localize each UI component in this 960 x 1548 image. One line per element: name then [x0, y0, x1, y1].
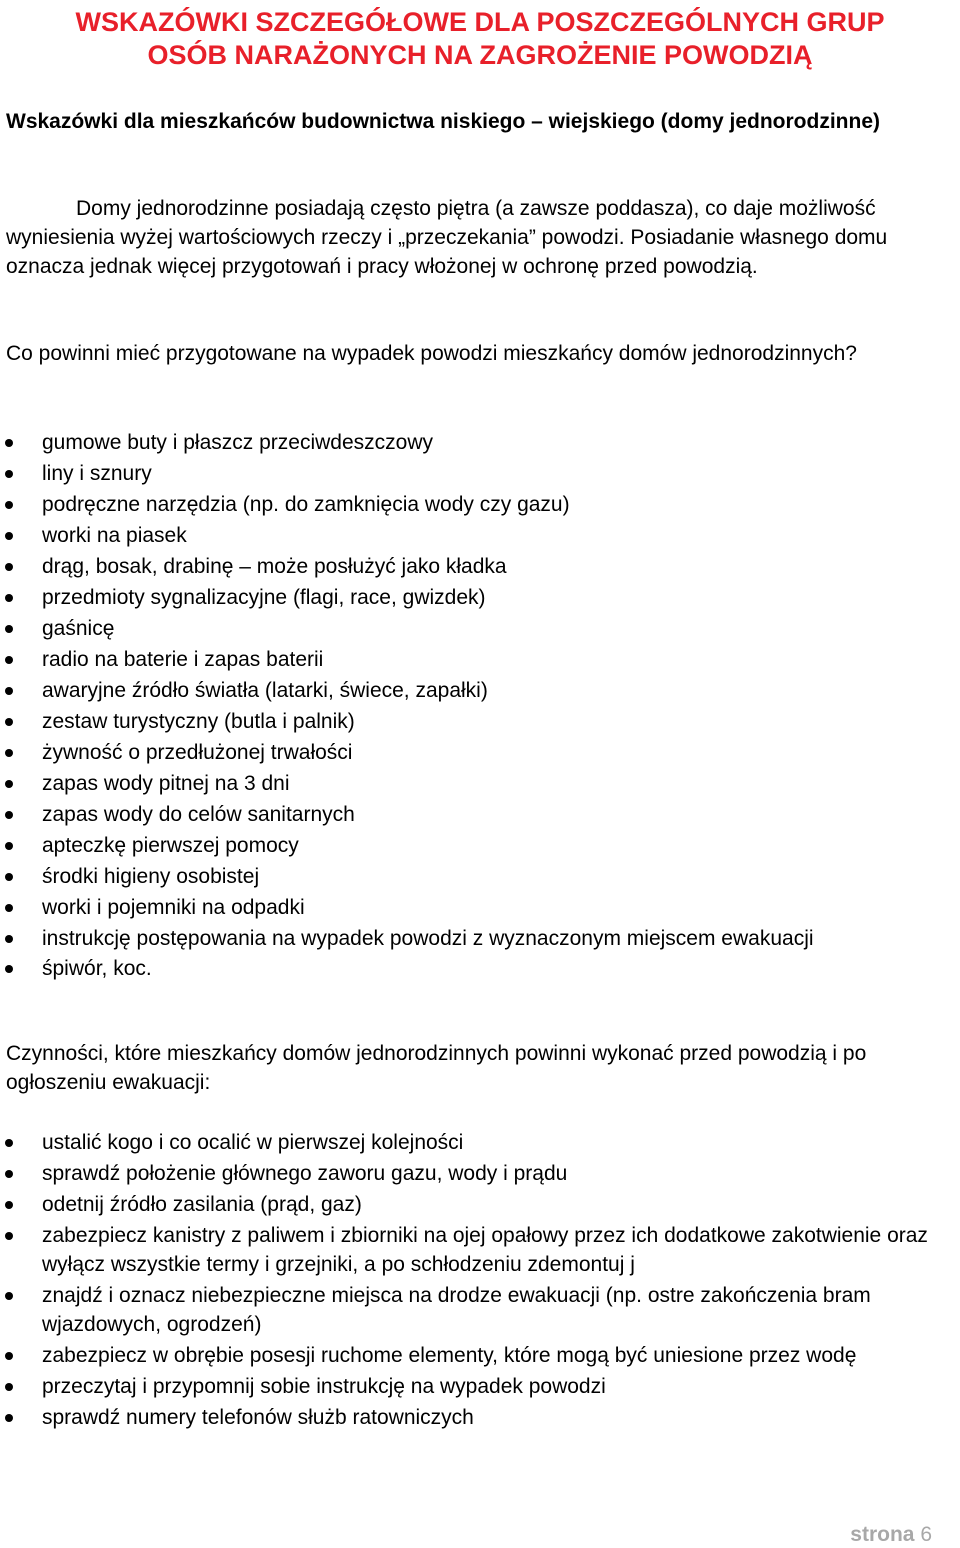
list-item	[0, 521, 960, 550]
list-item	[0, 862, 960, 891]
list-item	[0, 831, 960, 860]
list-item-text: zapas wody pitnej na 3 dni	[42, 772, 290, 795]
equipment-question: Co powinni mieć przygotowane na wypadek powodzi mieszkańcy domów jednorodzinnych?	[6, 342, 857, 365]
list-item-text: ustalić kogo i co ocalić w pierwszej kolejności	[42, 1131, 464, 1154]
equipment-list	[0, 428, 960, 985]
list-item	[0, 676, 960, 705]
list-item-text: zestaw turystyczny (butla i palnik)	[42, 710, 355, 733]
list-item	[0, 954, 960, 983]
list-item-text: żywność o przedłużonej trwałości	[42, 741, 353, 764]
list-item	[0, 645, 960, 674]
section-subheading: Wskazówki dla mieszkańców budownictwa niskiego – wiejskiego (domy jednorodzinne)	[6, 110, 881, 133]
bullet-icon	[5, 501, 13, 509]
bullet-icon	[5, 780, 13, 788]
list-item	[0, 1221, 960, 1279]
bullet-icon	[5, 594, 13, 602]
list-item-text: awaryjne źródło światła (latarki, świece, zapałki)	[42, 679, 488, 702]
list-item-text: gaśnicę	[42, 617, 115, 640]
list-item	[0, 769, 960, 798]
page-number: 6	[920, 1523, 932, 1546]
list-item-text: zabezpiecz w obrębie posesji ruchome elementy, które mogą być uniesione przez wodę	[42, 1344, 857, 1367]
bullet-icon	[5, 842, 13, 850]
list-item	[0, 707, 960, 736]
list-item	[0, 1341, 960, 1370]
bullet-icon	[5, 1414, 13, 1422]
bullet-icon	[5, 749, 13, 757]
list-item	[0, 738, 960, 767]
list-item	[0, 428, 960, 457]
page-label: strona	[850, 1523, 915, 1546]
bullet-icon	[5, 470, 13, 478]
list-item-text: instrukcję postępowania na wypadek powodzi z wyznaczonym miejscem ewakuacji	[42, 927, 814, 950]
list-item-text: przeczytaj i przypomnij sobie instrukcję na wypadek powodzi	[42, 1375, 606, 1398]
bullet-icon	[5, 1292, 13, 1300]
list-item	[0, 924, 960, 953]
list-item	[0, 1190, 960, 1219]
list-item	[0, 552, 960, 581]
list-item-text: gumowe buty i płaszcz przeciwdeszczowy	[42, 431, 433, 454]
list-item	[0, 1159, 960, 1188]
list-item-text: liny i sznury	[42, 462, 152, 485]
bullet-icon	[5, 532, 13, 540]
list-item-text: sprawdź numery telefonów służb ratowniczych	[42, 1406, 474, 1429]
title-line-2: OSÓB NARAŻONYCH NA ZAGROŻENIE POWODZIĄ	[147, 40, 813, 70]
list-item	[0, 490, 960, 519]
list-item-text: środki higieny osobistej	[42, 865, 260, 888]
list-item-text: apteczkę pierwszej pomocy	[42, 834, 299, 857]
bullet-icon	[5, 1383, 13, 1391]
list-item	[0, 459, 960, 488]
bullet-icon	[5, 1201, 13, 1209]
title-line-1: WSKAZÓWKI SZCZEGÓŁOWE DLA POSZCZEGÓLNYCH GRUP	[75, 7, 885, 37]
list-item	[0, 1281, 960, 1339]
bullet-icon	[5, 1232, 13, 1240]
list-item	[0, 800, 960, 829]
actions-list	[0, 1128, 960, 1434]
list-item-text: znajdź i oznacz niebezpieczne miejsca na drodze ewakuacji (np. ostre zakończenia bram wjazdowych, ogrodzeń)	[42, 1284, 871, 1336]
intro-paragraph: Domy jednorodzinne posiadają często piętra (a zawsze poddasza), co daje możliwość wyniesienia wyżej wartościowych rzeczy i „przeczekania” powodzi. Posiadanie własnego domu oznacza jednak więcej przygotowań i pracy włożonej w ochronę przed powodzią.	[6, 197, 888, 278]
bullet-icon	[5, 1170, 13, 1178]
page-footer	[850, 1522, 932, 1548]
list-item-text: drąg, bosak, drabinę – może posłużyć jako kładka	[42, 555, 507, 578]
bullet-icon	[5, 718, 13, 726]
bullet-icon	[5, 873, 13, 881]
list-item	[0, 1128, 960, 1157]
list-item	[0, 1372, 960, 1401]
list-item-text: radio na baterie i zapas baterii	[42, 648, 324, 671]
bullet-icon	[5, 656, 13, 664]
bullet-icon	[5, 904, 13, 912]
list-item-text: zapas wody do celów sanitarnych	[42, 803, 355, 826]
list-item-text: odetnij źródło zasilania (prąd, gaz)	[42, 1193, 362, 1216]
bullet-icon	[5, 811, 13, 819]
list-item	[0, 583, 960, 612]
list-item-text: worki na piasek	[42, 524, 187, 547]
list-item-text: śpiwór, koc.	[42, 957, 152, 980]
bullet-icon	[5, 439, 13, 447]
list-item	[0, 614, 960, 643]
list-item	[0, 893, 960, 922]
list-item	[0, 1403, 960, 1432]
bullet-icon	[5, 965, 13, 973]
bullet-icon	[5, 563, 13, 571]
actions-heading: Czynności, które mieszkańcy domów jednorodzinnych powinni wykonać przed powodzią i po ogłoszeniu ewakuacji:	[6, 1042, 867, 1094]
bullet-icon	[5, 1352, 13, 1360]
document-title	[0, 6, 960, 72]
bullet-icon	[5, 687, 13, 695]
list-item-text: zabezpiecz kanistry z paliwem i zbiorniki na ojej opałowy przez ich dodatkowe zakotwienie oraz wyłącz wszystkie termy i grzejniki, a po schłodzeniu zdemontuj j	[42, 1224, 928, 1276]
list-item-text: podręczne narzędzia (np. do zamknięcia wody czy gazu)	[42, 493, 570, 516]
bullet-icon	[5, 625, 13, 633]
list-item-text: przedmioty sygnalizacyjne (flagi, race, gwizdek)	[42, 586, 486, 609]
list-item-text: sprawdź położenie głównego zaworu gazu, wody i prądu	[42, 1162, 568, 1185]
list-item-text: worki i pojemniki na odpadki	[42, 896, 305, 919]
bullet-icon	[5, 1139, 13, 1147]
bullet-icon	[5, 935, 13, 943]
